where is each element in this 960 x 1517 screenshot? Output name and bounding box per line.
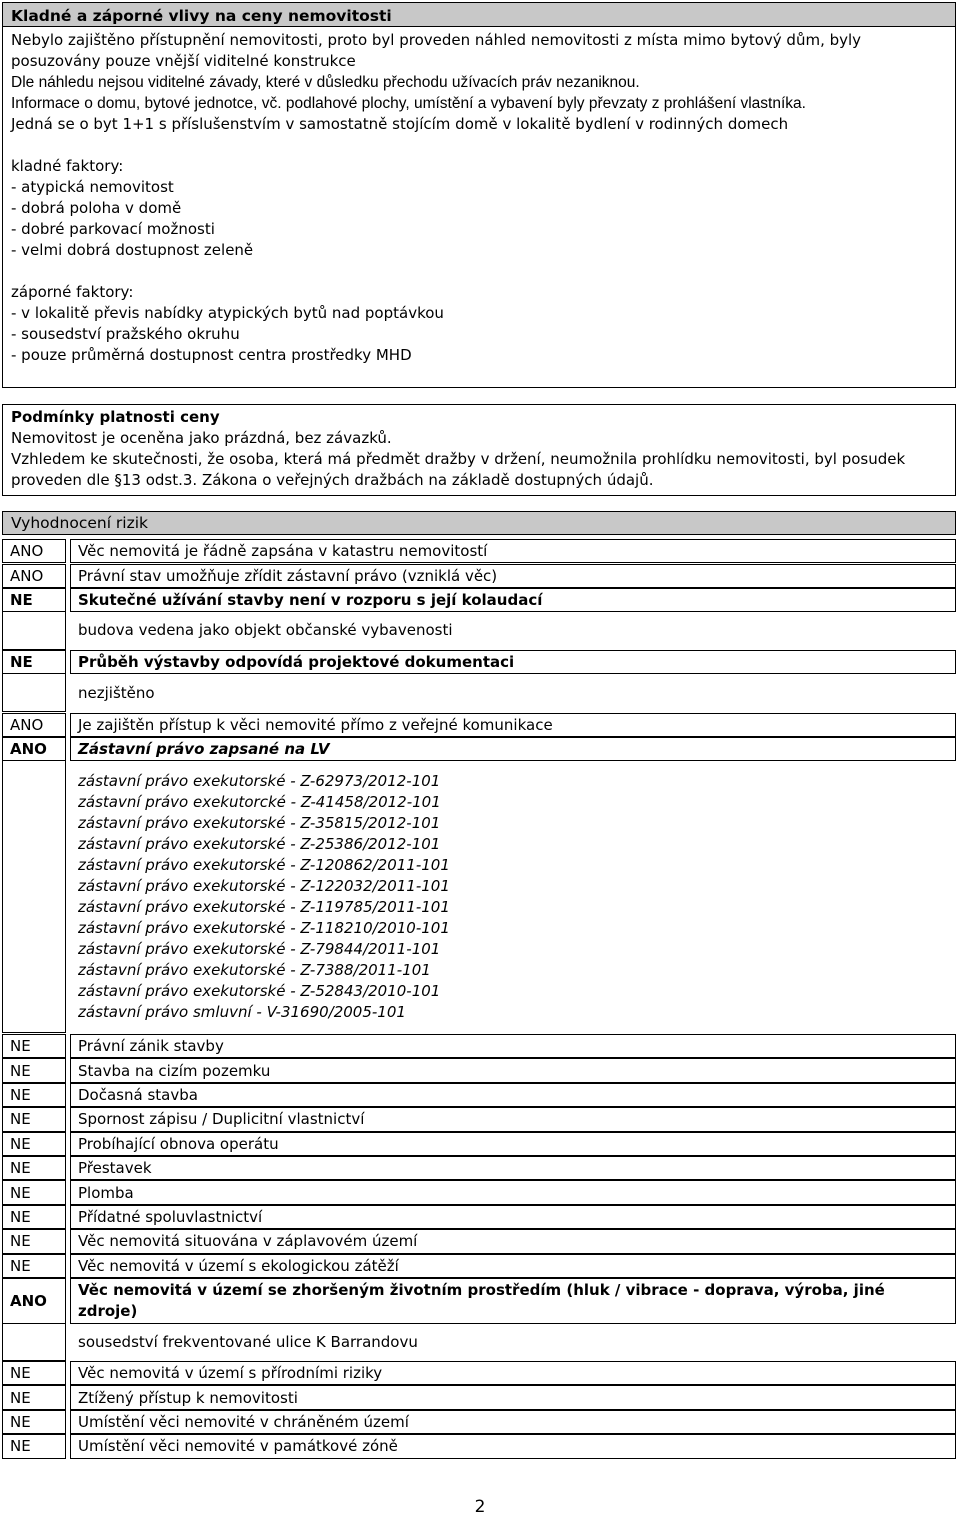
risk-value: NE bbox=[2, 1361, 66, 1385]
validity-body bbox=[3, 405, 955, 494]
risk-value: NE bbox=[2, 1385, 66, 1409]
risk-text: Věc nemovitá v území s přírodními riziky bbox=[70, 1361, 956, 1385]
risk-row bbox=[2, 1083, 956, 1107]
validity-line: proveden dle §13 odst.3. Zákona o veřejných dražbách na základě dostupných údajů. bbox=[11, 471, 654, 489]
risk-row bbox=[2, 1180, 956, 1204]
risk-text: Právní stav umožňuje zřídit zástavní právo (vzniklá věc) bbox=[70, 564, 956, 588]
risk-text: Dočasná stavba bbox=[70, 1083, 956, 1107]
risk-value: ANO bbox=[2, 713, 66, 737]
risk-text: Věc nemovitá v území se zhoršeným životním prostředím (hluk / vibrace - doprava, výroba, jiné zdroje) bbox=[70, 1278, 956, 1324]
risk-value: ANO bbox=[2, 539, 66, 563]
risk-row bbox=[2, 1205, 956, 1229]
influence-line: posuzovány pouze vnější viditelné konstrukce bbox=[11, 52, 356, 70]
risk-text: Právní zánik stavby bbox=[70, 1034, 956, 1058]
risk-note: nezjištěno bbox=[78, 684, 155, 702]
risk-value: NE bbox=[2, 1132, 66, 1156]
risk-value: ANO bbox=[2, 1278, 66, 1324]
lien-item: zástavní právo exekutorské - Z-52843/2010-101 bbox=[78, 982, 441, 1000]
risk-text: Umístění věci nemovité v památkové zóně bbox=[70, 1434, 956, 1458]
lien-item: zástavní právo exekutorcké - Z-41458/2012-101 bbox=[78, 793, 441, 811]
risk-row bbox=[2, 588, 956, 612]
validity-line: Nemovitost je oceněna jako prázdná, bez závazků. bbox=[11, 429, 392, 447]
risk-value: NE bbox=[2, 650, 66, 674]
influence-line: Informace o domu, bytové jednotce, vč. podlahové plochy, umístění a vybavení byly převzaty z prohlášení vlastníka. bbox=[11, 95, 806, 112]
risk-text: Skutečné užívání stavby není v rozporu s její kolaudací bbox=[70, 588, 956, 612]
liens-list bbox=[78, 771, 450, 1023]
risk-row bbox=[2, 1058, 956, 1082]
risk-row bbox=[2, 1254, 956, 1278]
risk-row bbox=[2, 1410, 956, 1434]
risk-row bbox=[2, 1107, 956, 1131]
risk-row bbox=[2, 650, 956, 674]
risk-note: sousedství frekventované ulice K Barrandovu bbox=[78, 1333, 418, 1351]
risk-value: NE bbox=[2, 1410, 66, 1434]
risk-value: NE bbox=[2, 1034, 66, 1058]
positive-factor: - dobré parkovací možnosti bbox=[11, 220, 215, 238]
lien-item: zástavní právo exekutorské - Z-119785/2011-101 bbox=[78, 898, 450, 916]
lien-item: zástavní právo exekutorské - Z-7388/2011-101 bbox=[78, 961, 431, 979]
page-number: 2 bbox=[474, 1497, 486, 1517]
risk-value: NE bbox=[2, 1434, 66, 1458]
risk-row bbox=[2, 564, 956, 588]
risks-title: Vyhodnocení rizik bbox=[2, 511, 956, 535]
positive-factor: - atypická nemovitost bbox=[11, 178, 174, 196]
influences-title: Kladné a záporné vlivy na ceny nemovitosti bbox=[3, 3, 955, 27]
positive-factors-title: kladné faktory: bbox=[11, 157, 124, 175]
risk-row bbox=[2, 1229, 956, 1253]
risk-value: NE bbox=[2, 588, 66, 612]
risk-text: Průběh výstavby odpovídá projektové dokumentaci bbox=[70, 650, 956, 674]
risk-text: Plomba bbox=[70, 1180, 956, 1204]
lien-item: zástavní právo exekutorské - Z-120862/2011-101 bbox=[78, 856, 450, 874]
risk-row bbox=[2, 1278, 956, 1324]
risk-row bbox=[2, 713, 956, 737]
lien-item: zástavní právo exekutorské - Z-118210/2010-101 bbox=[78, 919, 450, 937]
risk-text: Je zajištěn přístup k věci nemovité přímo z veřejné komunikace bbox=[70, 713, 956, 737]
risk-text: Přestavek bbox=[70, 1156, 956, 1180]
positive-factor: - dobrá poloha v domě bbox=[11, 199, 182, 217]
negative-factor: - pouze průměrná dostupnost centra prostředky MHD bbox=[11, 346, 412, 364]
risk-value: NE bbox=[2, 1180, 66, 1204]
risk-text: Probíhající obnova operátu bbox=[70, 1132, 956, 1156]
negative-factor: - v lokalitě převis nabídky atypických bytů nad poptávkou bbox=[11, 304, 444, 322]
risk-text: Spornost zápisu / Duplicitní vlastnictví bbox=[70, 1107, 956, 1131]
lien-item: zástavní právo exekutorské - Z-35815/2012-101 bbox=[78, 814, 441, 832]
risk-value: NE bbox=[2, 1229, 66, 1253]
negative-factors-title: záporné faktory: bbox=[11, 283, 134, 301]
influence-line: Dle náhledu nejsou viditelné závady, které v důsledku přechodu užívacích práv nezaniknou. bbox=[11, 74, 640, 91]
validity-section bbox=[2, 404, 956, 496]
validity-line: Vzhledem ke skutečnosti, že osoba, která má předmět dražby v držení, neumožnila prohlídku nemovitosti, byl posudek bbox=[11, 450, 906, 468]
risk-note: budova vedena jako objekt občanské vybavenosti bbox=[78, 621, 453, 639]
risk-row bbox=[2, 1361, 956, 1385]
validity-title: Podmínky platnosti ceny bbox=[11, 408, 220, 426]
influences-body bbox=[3, 27, 955, 369]
influence-line: Nebylo zajištěno přístupnění nemovitosti, proto byl proveden náhled nemovitosti z místa mimo bytový dům, byly bbox=[11, 31, 862, 49]
risk-row bbox=[2, 1385, 956, 1409]
risk-row bbox=[2, 539, 956, 563]
risk-value: NE bbox=[2, 1107, 66, 1131]
risk-value: NE bbox=[2, 1058, 66, 1082]
lien-item: zástavní právo exekutorské - Z-62973/2012-101 bbox=[78, 772, 441, 790]
lien-item: zástavní právo smluvní - V-31690/2005-101 bbox=[78, 1003, 406, 1021]
lien-item: zástavní právo exekutorské - Z-79844/2011-101 bbox=[78, 940, 441, 958]
lien-item: zástavní právo exekutorské - Z-122032/2011-101 bbox=[78, 877, 450, 895]
risk-text: Ztížený přístup k nemovitosti bbox=[70, 1385, 956, 1409]
risk-row bbox=[2, 1132, 956, 1156]
influences-section bbox=[2, 2, 956, 388]
risk-text: Stavba na cizím pozemku bbox=[70, 1058, 956, 1082]
risk-row bbox=[2, 737, 956, 761]
positive-factor: - velmi dobrá dostupnost zeleně bbox=[11, 241, 254, 259]
risk-value: NE bbox=[2, 1254, 66, 1278]
risk-text: Věc nemovitá v území s ekologickou zátěží bbox=[70, 1254, 956, 1278]
risk-text: Zástavní právo zapsané na LV bbox=[70, 737, 956, 761]
risk-row bbox=[2, 1034, 956, 1058]
risk-value: ANO bbox=[2, 564, 66, 588]
risk-value: ANO bbox=[2, 737, 66, 761]
risk-text: Přídatné spoluvlastnictví bbox=[70, 1205, 956, 1229]
risk-row bbox=[2, 1156, 956, 1180]
influence-line: Jedná se o byt 1+1 s příslušenstvím v samostatně stojícím domě v lokalitě bydlení v rodinných domech bbox=[11, 115, 789, 133]
negative-factor: - sousedství pražského okruhu bbox=[11, 325, 240, 343]
risk-text: Umístění věci nemovité v chráněném území bbox=[70, 1410, 956, 1434]
risk-value: NE bbox=[2, 1083, 66, 1107]
risk-value: NE bbox=[2, 1156, 66, 1180]
risk-text: Věc nemovitá je řádně zapsána v katastru nemovitostí bbox=[70, 539, 956, 563]
risk-value: NE bbox=[2, 1205, 66, 1229]
lien-item: zástavní právo exekutorské - Z-25386/2012-101 bbox=[78, 835, 441, 853]
risk-row bbox=[2, 1434, 956, 1458]
risk-text: Věc nemovitá situována v záplavovém území bbox=[70, 1229, 956, 1253]
